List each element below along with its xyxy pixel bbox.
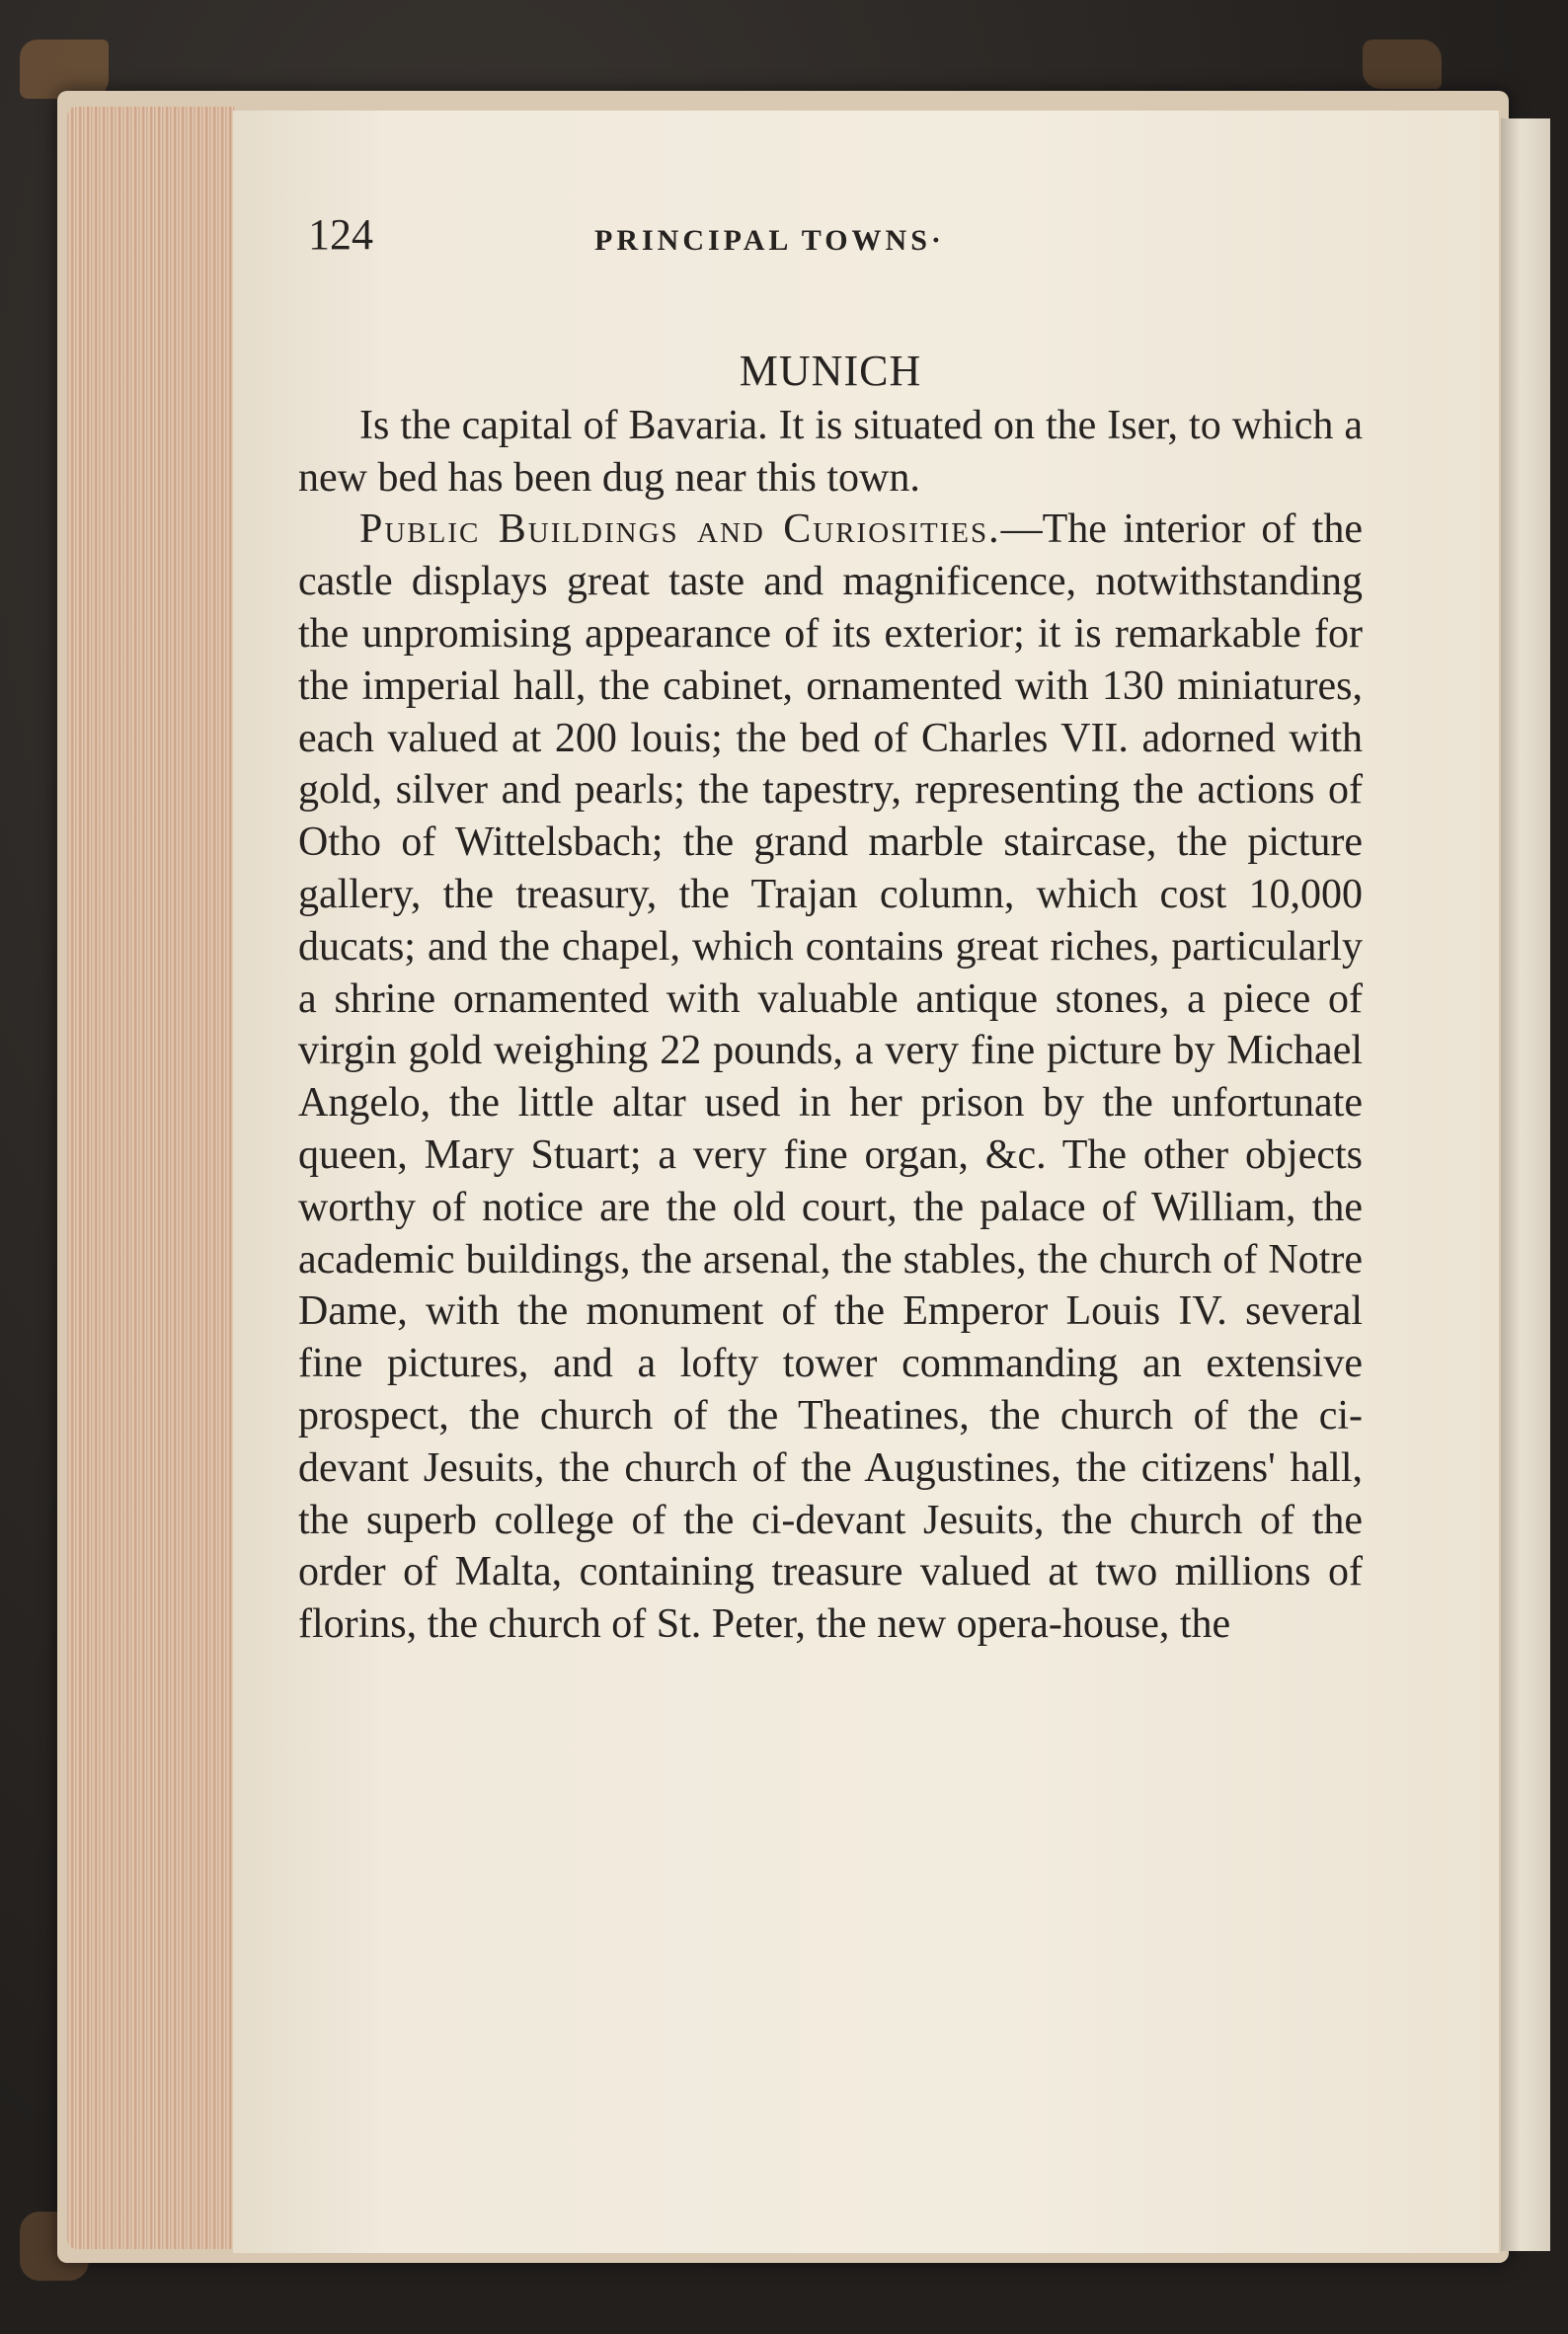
page-number: 124 [308, 210, 373, 259]
body-paragraph [298, 504, 1363, 1651]
worn-cover-corner [20, 39, 109, 99]
facing-page-edge [1501, 118, 1550, 2251]
text-column [298, 197, 1363, 1651]
subsection-label: Public Buildings and Curiosities. [359, 506, 1001, 553]
page-edges [67, 107, 235, 2249]
running-head [298, 197, 1363, 267]
worn-cover-corner [1363, 39, 1442, 89]
intro-paragraph: Is the capital of Bavaria. It is situated on the Iser, to which a new bed has been dug near this town. [298, 402, 1363, 501]
section-heading: MUNICH [739, 347, 922, 395]
running-head-title: PRINCIPAL TOWNS· [594, 224, 945, 257]
subsection-text: —The interior of the castle displays great taste and magnificence, notwithstanding the unpromising appearance of its exterior; it is remarkable for the imperial hall, the cabinet, ornamented with 130 miniatures, each valued at 200 louis; the bed of Charles VII. adorned with gold, silver and pearls; the tapestry, representing the actions of Otho of Wittelsbach; the grand marble staircase, the picture gallery, the treasury, the Trajan column, which cost 10,000 ducats; and the chapel, which contains great riches, particularly a shrine ornamented with valuable antique stones, a piece of virgin gold weighing 22 pounds, a very fine picture by Michael Angelo, the little altar used in her prison by the unfortunate queen, Mary Stuart; a very fine organ, &c. The other objects worthy of notice are the old court, the palace of William, the academic buildings, the arsenal, the stables, the church of Notre Dame, with the monument of the Emperor Louis IV. several fine pictures, and a lofty tower commanding an extensive prospect, the church of the Theatines, the church of the ci-devant Jesuits, the church of the Augustines, the citizens' hall, the superb college of the ci-devant Jesuits, the church of the order of Malta, containing treasure valued at two millions of florins, the church of St. Peter, the new opera-house, the [298, 506, 1363, 1648]
